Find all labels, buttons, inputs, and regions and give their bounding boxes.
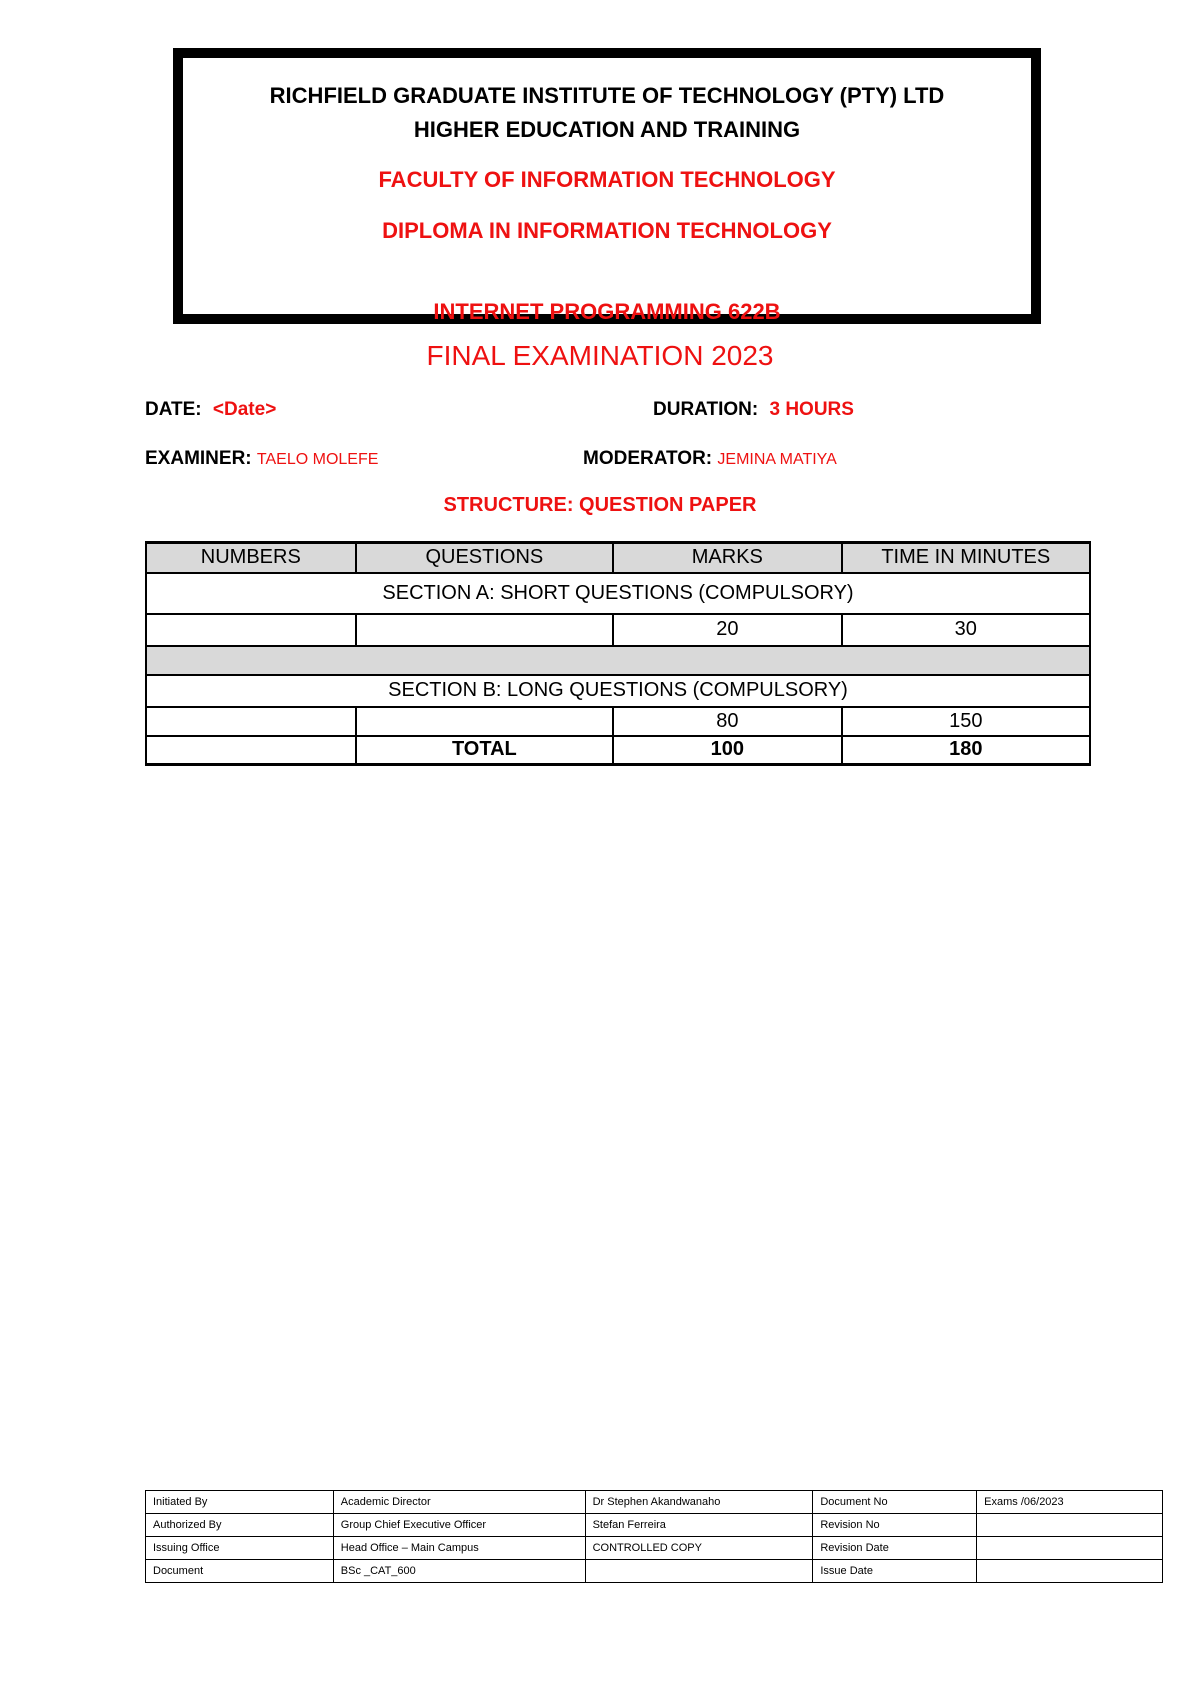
date-field: [145, 399, 276, 421]
diploma-name: DIPLOMA IN INFORMATION TECHNOLOGY: [382, 218, 832, 243]
table-row: [146, 1560, 1163, 1583]
total-row: [146, 736, 1090, 765]
section-b-marks: 80: [613, 707, 841, 736]
moderator-label: MODERATOR:: [583, 448, 713, 469]
footer-cell: BSc _CAT_600: [333, 1560, 585, 1583]
duration-field: [653, 399, 854, 421]
footer-cell: Stefan Ferreira: [585, 1514, 813, 1537]
section-a-time: 30: [842, 614, 1090, 646]
total-numbers: [146, 736, 356, 765]
footer-cell: Revision Date: [813, 1537, 977, 1560]
section-b-heading: SECTION B: LONG QUESTIONS (COMPULSORY): [146, 675, 1090, 707]
section-b-heading-row: [146, 675, 1090, 707]
footer-cell: [977, 1560, 1163, 1583]
footer-cell: Issue Date: [813, 1560, 977, 1583]
footer-cell: Head Office – Main Campus: [333, 1537, 585, 1560]
date-label: DATE:: [145, 399, 202, 420]
institute-name: RICHFIELD GRADUATE INSTITUTE OF TECHNOLOGY (PTY) LTD: [269, 83, 945, 108]
duration-label: DURATION:: [653, 399, 759, 420]
table-row: [146, 1514, 1163, 1537]
header-box: [173, 48, 1041, 324]
header-time: TIME IN MINUTES: [842, 543, 1090, 573]
footer-cell: Academic Director: [333, 1491, 585, 1514]
total-time: 180: [842, 736, 1090, 765]
moderator-field: [583, 448, 837, 470]
footer-cell: Revision No: [813, 1514, 977, 1537]
module-name: INTERNET PROGRAMMING 622B: [433, 299, 781, 324]
document-control-table: [145, 1490, 1163, 1583]
footer-cell: [977, 1514, 1163, 1537]
exam-title: FINAL EXAMINATION 2023: [426, 340, 774, 371]
footer-cell: Initiated By: [146, 1491, 334, 1514]
faculty-name: FACULTY OF INFORMATION TECHNOLOGY: [378, 167, 836, 192]
section-b-time: 150: [842, 707, 1090, 736]
table-header-row: [146, 543, 1090, 573]
structure-heading: STRUCTURE: QUESTION PAPER: [443, 494, 757, 516]
footer-cell: CONTROLLED COPY: [585, 1537, 813, 1560]
footer-cell: [585, 1560, 813, 1583]
footer-cell: Document: [146, 1560, 334, 1583]
section-a-questions: [356, 614, 614, 646]
footer-cell: Exams /06/2023: [977, 1491, 1163, 1514]
spacer-cell: [146, 646, 1090, 675]
total-marks: 100: [613, 736, 841, 765]
examiner-label: EXAMINER:: [145, 448, 252, 469]
table-row: [146, 1537, 1163, 1560]
header-marks: MARKS: [613, 543, 841, 573]
footer-cell: Group Chief Executive Officer: [333, 1514, 585, 1537]
spacer-row: [146, 646, 1090, 675]
header-questions: QUESTIONS: [356, 543, 614, 573]
institute-subtitle: HIGHER EDUCATION AND TRAINING: [413, 117, 801, 142]
footer-cell: Authorized By: [146, 1514, 334, 1537]
section-a-row: [146, 614, 1090, 646]
total-label: TOTAL: [356, 736, 614, 765]
footer-cell: Issuing Office: [146, 1537, 334, 1560]
table-row: [146, 1491, 1163, 1514]
section-a-marks: 20: [613, 614, 841, 646]
examiner-value: TAELO MOLEFE: [256, 451, 379, 468]
footer-cell: Dr Stephen Akandwanaho: [585, 1491, 813, 1514]
footer-cell: [977, 1537, 1163, 1560]
header-numbers: NUMBERS: [146, 543, 356, 573]
date-value: <Date>: [212, 399, 277, 420]
section-a-numbers: [146, 614, 356, 646]
section-b-numbers: [146, 707, 356, 736]
structure-table: [145, 541, 1091, 766]
section-b-questions: [356, 707, 614, 736]
section-a-heading-row: [146, 573, 1090, 614]
section-b-row: [146, 707, 1090, 736]
examiner-field: [145, 448, 378, 470]
duration-value: 3 HOURS: [769, 399, 854, 420]
section-a-heading: SECTION A: SHORT QUESTIONS (COMPULSORY): [146, 573, 1090, 614]
footer-cell: Document No: [813, 1491, 977, 1514]
moderator-value: JEMINA MATIYA: [717, 451, 837, 468]
